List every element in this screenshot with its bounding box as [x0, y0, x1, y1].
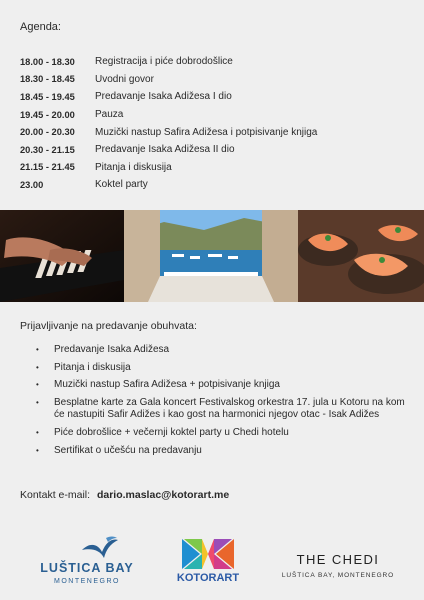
agenda-event: Pitanja i diskusija — [95, 161, 172, 173]
agenda-row — [20, 123, 410, 141]
benefit-text: Muzički nastup Safira Adižesa + potpisivanje knjiga — [54, 379, 280, 391]
agenda-event: Muzički nastup Safira Adižesa i potpisivanje knjiga — [95, 126, 318, 138]
benefit-text: Besplatne karte za Gala koncert Festivalskog orkestra 17. jula u Kotoru na kom će nastupiti Safir Adižes i kao gost na harmonici njegov otac - Isak Adižes — [54, 396, 405, 421]
bullet-icon: • — [36, 362, 39, 372]
benefit-list — [36, 344, 416, 462]
agenda-event: Registracija i piće dobrodošlice — [95, 56, 233, 68]
agenda-row — [20, 106, 410, 124]
chedi-name: THE CHEDI — [296, 552, 380, 567]
chedi-subtitle: LUŠTICA BAY, MONTENEGRO — [281, 572, 395, 579]
bullet-icon: • — [36, 345, 39, 354]
agenda-row — [20, 71, 410, 89]
agenda-time: 18.45 - 19.45 — [20, 91, 75, 102]
kotorart-logo-icon — [180, 537, 236, 571]
lustica-name: LUŠTICA BAY — [40, 561, 134, 575]
agenda-event: Pauza — [95, 109, 124, 121]
agenda-time: 20.00 - 20.30 — [20, 127, 75, 138]
agenda-row — [20, 88, 410, 106]
agenda-row — [20, 176, 410, 194]
list-item — [36, 344, 416, 357]
lustica-subtitle: MONTENEGRO — [54, 578, 120, 585]
bullet-icon: • — [36, 427, 39, 437]
agenda-row — [20, 53, 410, 71]
agenda-time: 23.00 — [20, 179, 44, 190]
bullet-icon: • — [36, 445, 39, 455]
bullet-icon: • — [36, 397, 39, 407]
contact-email-link[interactable]: dario.maslac@kotorart.me — [96, 489, 230, 501]
agenda-event: Predavanje Isaka Adižesa I dio — [95, 91, 232, 103]
agenda-event: Koktel party — [95, 179, 148, 191]
benefit-text: Predavanje Isaka Adižesa — [54, 344, 170, 355]
agenda-event: Uvodni govor — [95, 73, 154, 85]
piano-photo — [0, 210, 124, 302]
lustica-bay-logo — [28, 534, 146, 590]
agenda-title: Agenda: — [20, 21, 61, 33]
agenda-list — [20, 53, 410, 194]
kotorart-logo — [170, 537, 246, 589]
bird-icon — [80, 536, 120, 560]
list-item — [36, 362, 416, 375]
registration-title: Prijavljivanje na predavanje obuhvata: — [20, 320, 197, 332]
list-item — [36, 397, 416, 422]
marina-photo — [124, 210, 298, 302]
benefit-text: Pitanja i diskusija — [54, 361, 131, 373]
agenda-time: 18.30 - 18.45 — [20, 74, 75, 85]
agenda-time: 19.45 - 20.00 — [20, 109, 75, 120]
kotorart-name: KOTORART — [176, 572, 240, 584]
canape-photo — [298, 210, 424, 302]
bullet-icon: • — [36, 380, 39, 390]
list-item — [36, 379, 416, 392]
agenda-time: 21.15 - 21.45 — [20, 162, 75, 173]
benefit-text: Piće dobrošlice + večernji koktel party u Chedi hotelu — [54, 426, 289, 438]
benefit-text: Sertifikat o učešću na predavanju — [54, 444, 202, 456]
agenda-time: 18.00 - 18.30 — [20, 56, 75, 67]
agenda-row — [20, 141, 410, 159]
agenda-event: Predavanje Isaka Adižesa II dio — [95, 144, 235, 156]
list-item — [36, 445, 416, 458]
contact-label: Kontakt e-mail: — [20, 489, 91, 501]
photo-strip — [0, 210, 424, 302]
contact-line — [20, 489, 229, 501]
agenda-time: 20.30 - 21.15 — [20, 144, 75, 155]
list-item — [36, 427, 416, 440]
agenda-row — [20, 159, 410, 177]
the-chedi-logo — [276, 552, 400, 586]
